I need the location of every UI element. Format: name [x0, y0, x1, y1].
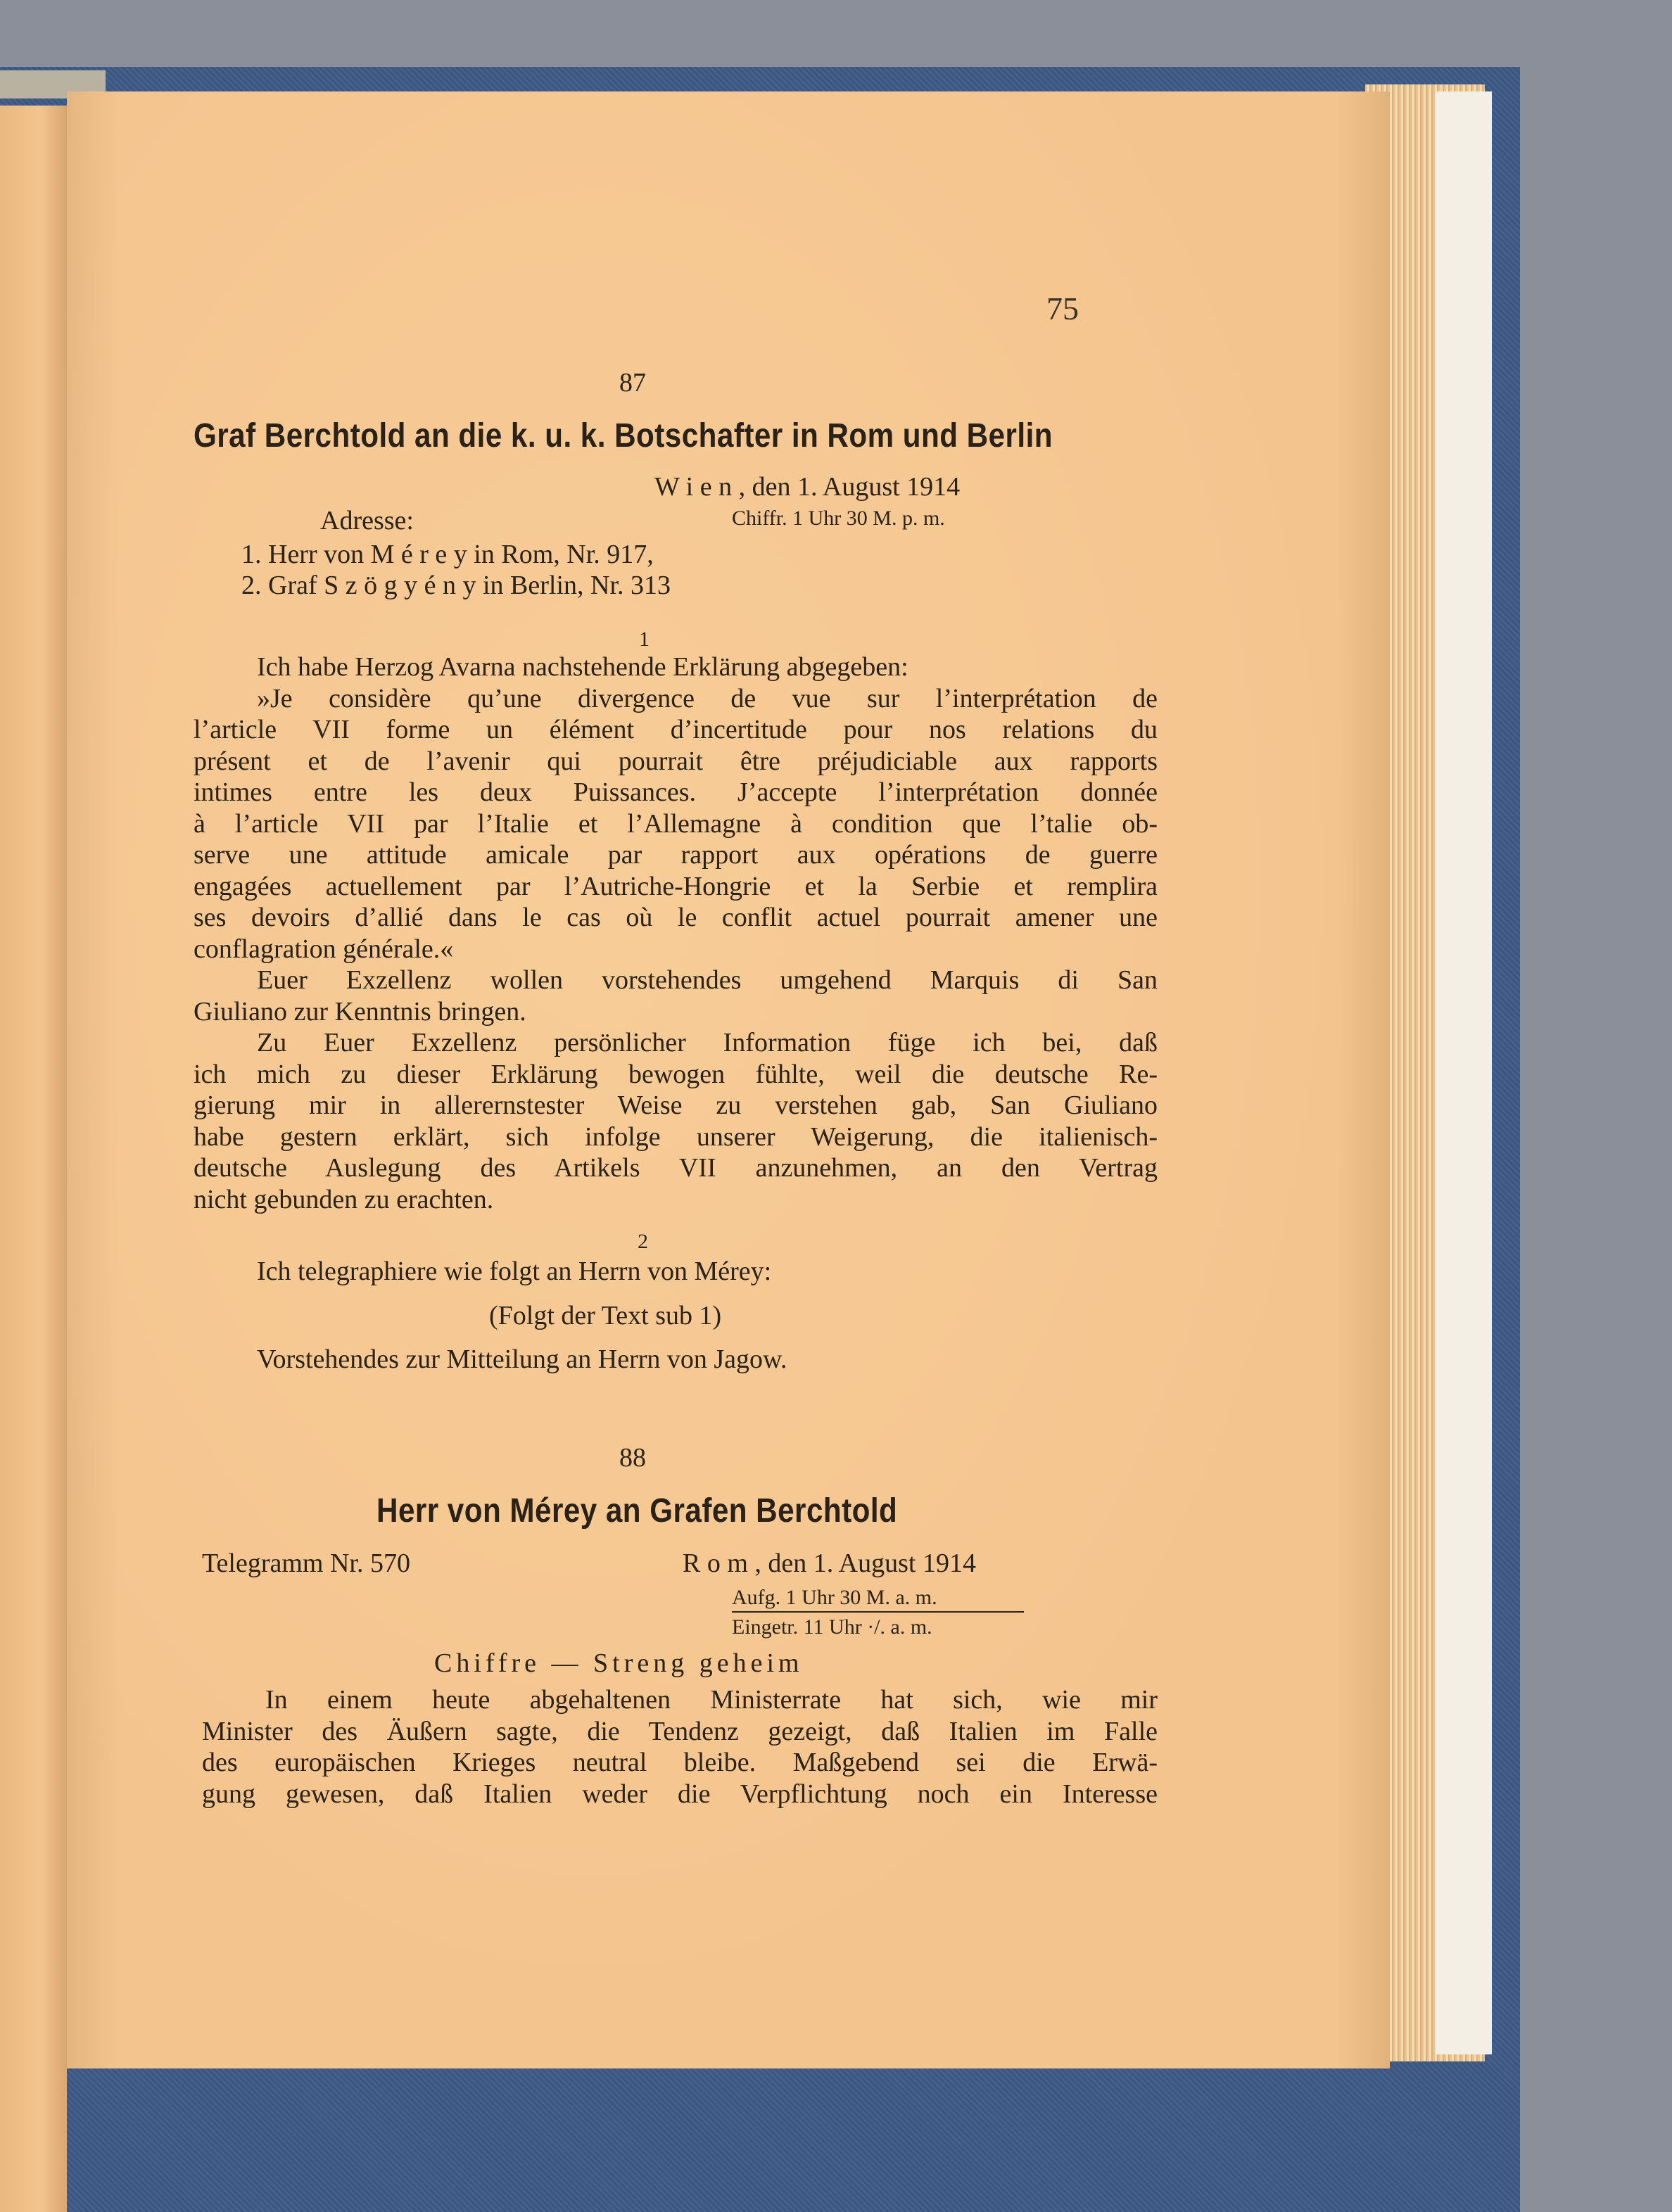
text-line: Giuliano zur Kenntnis bringen.	[194, 996, 526, 1026]
address-label: Adresse:	[320, 506, 414, 535]
text-line: gierung mir in allerernstester Weise zu verstehen gab, San Giuliano	[194, 1091, 1158, 1120]
text-line: Vorstehendes zur Mitteilung an Herrn von Jagow.	[257, 1345, 787, 1374]
document-number: 88	[619, 1443, 646, 1473]
text-line: In einem heute abgehaltenen Ministerrate hat sich, wie mir	[265, 1685, 1158, 1715]
dispatch-time: Aufg. 1 Uhr 30 M. a. m.	[732, 1586, 1024, 1613]
text-line: Euer Exzellenz wollen vorstehendes umgehend Marquis di San	[257, 965, 1158, 995]
document-title: Graf Berchtold an die k. u. k. Botschafter in Rom und Berlin	[194, 417, 1053, 455]
text-line: »Je considère qu’une divergence de vue sur l’interprétation de	[257, 683, 1158, 713]
text-line: présent et de l’avenir qui pourrait être préjudiciable aux rapports	[194, 746, 1158, 776]
text-line: serve une attitude amicale par rapport aux opérations de guerre	[194, 840, 1158, 870]
endpaper-edge	[1436, 91, 1492, 2054]
text-line: habe gestern erklärt, sich infolge unserer Weigerung, die italienisch-	[194, 1121, 1158, 1152]
section-number: 1	[639, 628, 650, 651]
text-line: deutsche Auslegung des Artikels VII anzunehmen, an den Vertrag	[194, 1153, 1158, 1183]
secrecy-note: Chiffre — Streng geheim	[434, 1648, 804, 1678]
text-line: Zu Euer Exzellenz persönlicher Information füge ich bei, daß	[257, 1028, 1158, 1057]
text-line: des europäischen Krieges neutral bleibe. Maßgebend sei die Erwä-	[202, 1748, 1158, 1777]
text-line: intimes entre les deux Puissances. J’accepte l’interprétation donnée	[194, 777, 1158, 807]
place-date: W i e n , den 1. August 1914	[654, 472, 961, 502]
text-line: ses devoirs d’allié dans le cas où le conflit actuel pourrait amener une	[194, 903, 1158, 932]
place-date: R o m , den 1. August 1914	[683, 1549, 976, 1578]
text-line: Minister des Äußern sagte, die Tendenz gezeigt, daß Italien im Falle	[202, 1716, 1158, 1746]
text-line: (Folgt der Text sub 1)	[489, 1301, 722, 1330]
recipient-line: 1. Herr von M é r e y in Rom, Nr. 917,	[241, 540, 654, 569]
text-line: engagées actuellement par l’Autriche-Hongrie et la Serbie et remplira	[194, 871, 1158, 901]
document-number: 87	[619, 368, 646, 398]
paragraph	[194, 651, 1158, 1215]
text-line: conflagration générale.«	[194, 934, 454, 964]
book-page	[67, 91, 1390, 2068]
paragraph	[202, 1684, 1158, 1810]
page-number: 75	[1046, 291, 1079, 326]
receipt-time: Eingetr. 11 Uhr ·/. a. m.	[732, 1615, 932, 1639]
text-line: Ich telegraphiere wie folgt an Herrn von Mérey:	[257, 1257, 772, 1286]
text-line: à l’article VII par l’Italie et l’Allemagne à condition que l’talie ob-	[194, 808, 1158, 839]
document-title: Herr von Mérey an Grafen Berchtold	[376, 1492, 898, 1530]
cipher-time: Chiffr. 1 Uhr 30 M. p. m.	[732, 507, 945, 530]
text-line: l’article VII forme un élément d’incertitude pour nos relations du	[194, 715, 1158, 744]
text-line: gung gewesen, daß Italien weder die Verpflichtung noch ein Interesse	[202, 1779, 1158, 1809]
text-line: Ich habe Herzog Avarna nachstehende Erklärung abgegeben:	[257, 652, 908, 682]
text-line: ich mich zu dieser Erklärung bewogen fühlte, weil die deutsche Re-	[194, 1059, 1158, 1089]
left-page-edge	[0, 106, 67, 2212]
telegram-number: Telegramm Nr. 570	[202, 1549, 410, 1578]
text-line: nicht gebunden zu erachten.	[194, 1184, 494, 1214]
section-number: 2	[638, 1230, 648, 1253]
recipient-line: 2. Graf S z ö g y é n y in Berlin, Nr. 313	[241, 571, 671, 600]
